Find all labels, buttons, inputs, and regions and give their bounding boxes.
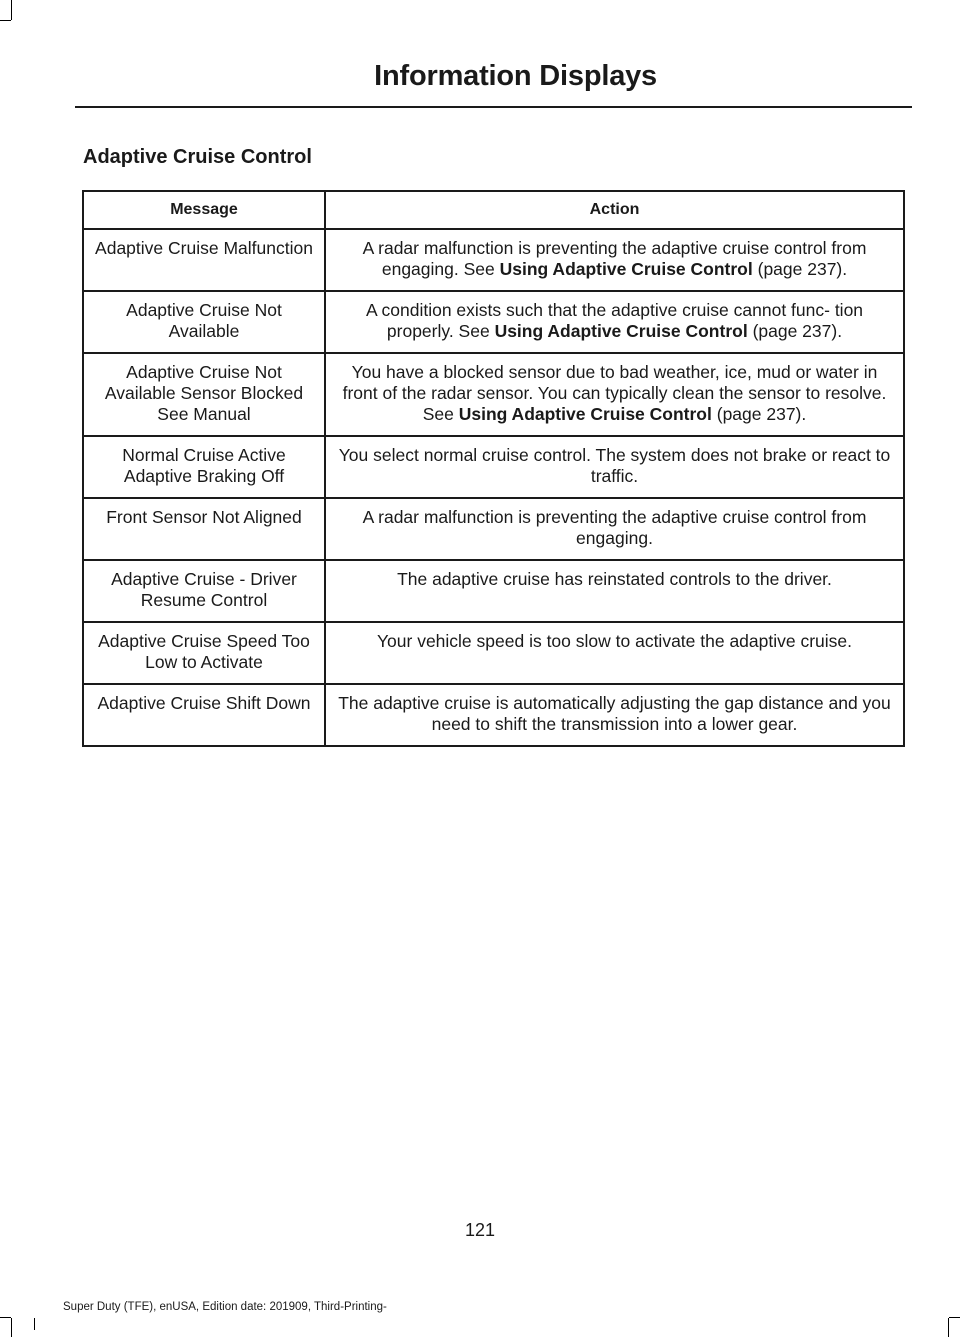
action-cell: [325, 291, 904, 353]
crop-mark-bottom-left-horizontal: [0, 1317, 11, 1318]
action-cell: The adaptive cruise is automatically adjusting the gap distance and you need to shift the transmission into a lower gear.: [325, 684, 904, 746]
cross-reference-link[interactable]: Using Adaptive Cruise Control: [494, 321, 748, 341]
action-text: A condition exists such that the adaptive cruise cannot func- tion properly. See: [365, 300, 864, 341]
message-cell: Adaptive Cruise - Driver Resume Control: [83, 560, 325, 622]
page-title: Information Displays: [374, 60, 657, 92]
table-header-row: [83, 191, 904, 229]
crop-mark-bottom-right-horizontal: [949, 1317, 960, 1318]
action-text: A radar malfunction is preventing the adaptive cruise control from engaging. See: [362, 238, 867, 279]
messages-table: [82, 190, 905, 747]
action-cell: Your vehicle speed is too slow to activate the adaptive cruise.: [325, 622, 904, 684]
action-cell: [325, 353, 904, 436]
table-row: [83, 291, 904, 353]
crop-mark-top-left-vertical: [11, 0, 12, 20]
action-cell: [325, 229, 904, 291]
action-cell: The adaptive cruise has reinstated controls to the driver.: [325, 560, 904, 622]
table-row: [83, 498, 904, 560]
table-row: [83, 560, 904, 622]
table-row: [83, 436, 904, 498]
section-title: Adaptive Cruise Control: [83, 146, 312, 168]
edition-footer: Super Duty (TFE), enUSA, Edition date: 201909, Third-Printing-: [63, 1301, 387, 1313]
page-reference: (page 237).: [752, 259, 848, 279]
message-cell: Adaptive Cruise Not Available: [83, 291, 325, 353]
page-reference: (page 237).: [711, 404, 807, 424]
crop-mark-top-left-horizontal: [0, 20, 11, 21]
message-cell: Adaptive Cruise Not Available Sensor Blocked See Manual: [83, 353, 325, 436]
cross-reference-link[interactable]: Using Adaptive Cruise Control: [499, 259, 753, 279]
page-number: 121: [464, 1220, 496, 1240]
message-cell: Front Sensor Not Aligned: [83, 498, 325, 560]
header-divider: [75, 106, 912, 108]
crop-mark-bottom-left-vertical: [11, 1318, 12, 1337]
message-cell: Normal Cruise Active Adaptive Braking Off: [83, 436, 325, 498]
crop-mark-bottom-left-inner: [34, 1318, 35, 1330]
action-cell: A radar malfunction is preventing the adaptive cruise control from engaging.: [325, 498, 904, 560]
crop-mark-bottom-right-vertical: [948, 1318, 949, 1337]
action-text: You have a blocked sensor due to bad weather, ice, mud or water in front of the radar sensor. You can typically clean the sensor to resolve. See: [342, 362, 887, 424]
column-header-action: Action: [325, 191, 904, 229]
table-row: [83, 229, 904, 291]
table-row: [83, 353, 904, 436]
table-row: [83, 622, 904, 684]
message-cell: Adaptive Cruise Speed Too Low to Activate: [83, 622, 325, 684]
column-header-message: Message: [83, 191, 325, 229]
message-cell: Adaptive Cruise Shift Down: [83, 684, 325, 746]
table-row: [83, 684, 904, 746]
cross-reference-link[interactable]: Using Adaptive Cruise Control: [458, 404, 712, 424]
message-cell: Adaptive Cruise Malfunction: [83, 229, 325, 291]
action-cell: You select normal cruise control. The system does not brake or react to traffic.: [325, 436, 904, 498]
page-reference: (page 237).: [747, 321, 843, 341]
